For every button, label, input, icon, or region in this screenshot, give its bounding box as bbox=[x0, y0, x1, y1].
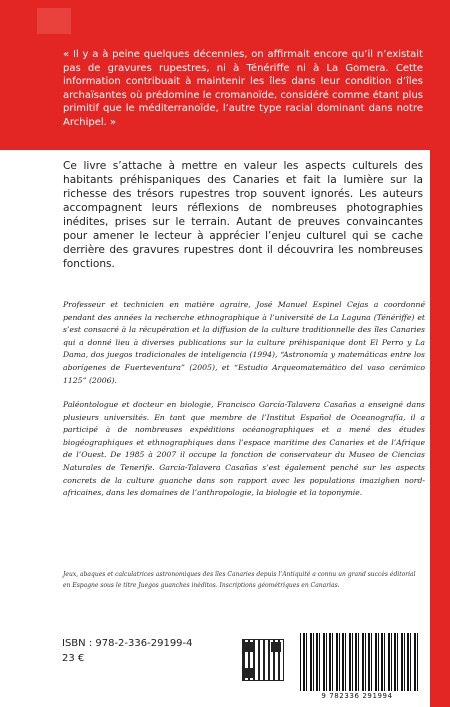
qr-code-icon bbox=[242, 639, 284, 681]
price-label: 23 € bbox=[62, 653, 85, 664]
isbn-label: ISBN : 978-2-336-29199-4 bbox=[62, 638, 193, 649]
author-bio-garcia-talavera: Paléontologue et docteur en biologie, Francisco García-Talavera Casañas a enseigné dans plusieurs universités. En tant que membre de l’Institut Español de Oceanografía, il a participé à de nombreuses expéditions océanographiques et a mené des études biogéographiques et ethnographiques dans l’espace maritime des Canaries et de l’Afrique de l’Ouest. De 1985 à 2007 il occupe la fonction de conservateur du Museo de Ciencias Naturales de Tenerife. García-Talavera Casañas s’est également penché sur les aspects concrets de la culture guanche dans son rapport avec les populations imazighen nord-africaines, dans les domaines de l’anthropologie, la biologie et la toponymie. bbox=[63, 400, 425, 498]
red-side-stripe bbox=[430, 150, 450, 707]
barcode-digits: 9 782336 291994 bbox=[321, 692, 393, 700]
quote-text: « Il y a à peine quelques décennies, on affirmait encore qu’il n’existait pas de gravures rupestres, ni à Ténériffe ni à La Gomera. Cette information contribuait à maintenir les îles dans leur condition d’îles archaïsantes où prédomine le cromanoïde, considéré comme étant plus primitif que le méditerranoïde, l’autre type racial dominant dans notre Archipel. » bbox=[63, 49, 423, 128]
barcode-area bbox=[242, 633, 422, 705]
publisher-logo-box bbox=[37, 8, 71, 34]
related-works-note: Jeux, abaques et calculatrices astronomiques des îles Canaries depuis l’Antiquité a connu un grand succès éditorial en Espagne sous le titre Juegos guanches inéditos. Inscriptions géométriques en Canarias. bbox=[63, 571, 416, 589]
summary-paragraph: Ce livre s’attache à mettre en valeur les aspects culturels des habitants préhispaniques des Canaries et fait la lumière sur la richesse des trésors rupestres trop souvent ignorés. Les auteurs accompagnent leurs réflexions de nombreuses photographies inédites, prises sur le terrain. Autant de preuves convaincantes pour amener le lecteur à apprécier l’enjeu culturel qui se cache derrière des gravures rupestres dont il découvrira les nombreuses fonctions. bbox=[63, 160, 423, 270]
author-bio-espinel: Professeur et technicien en matière agraire, José Manuel Espinel Cejas a coordonné pendant des années la recherche ethnographique à l’université de La Laguna (Ténériffe) et s’est consacré à la récupération et la diffusion de la culture traditionnelle des îles Canaries qui a donné lieu à diverses publications sur la culture préhispanique dont El Perro y La Dama, dos juegos tradicionales de inteligencia (1994), “Astronomía y matemáticas entre los aborígenes de Fuerteventura” (2005), et “Estudio Arqueomatemático del vaso cerámico 1125” (2006). bbox=[63, 300, 425, 385]
ean-barcode-icon bbox=[300, 633, 418, 691]
